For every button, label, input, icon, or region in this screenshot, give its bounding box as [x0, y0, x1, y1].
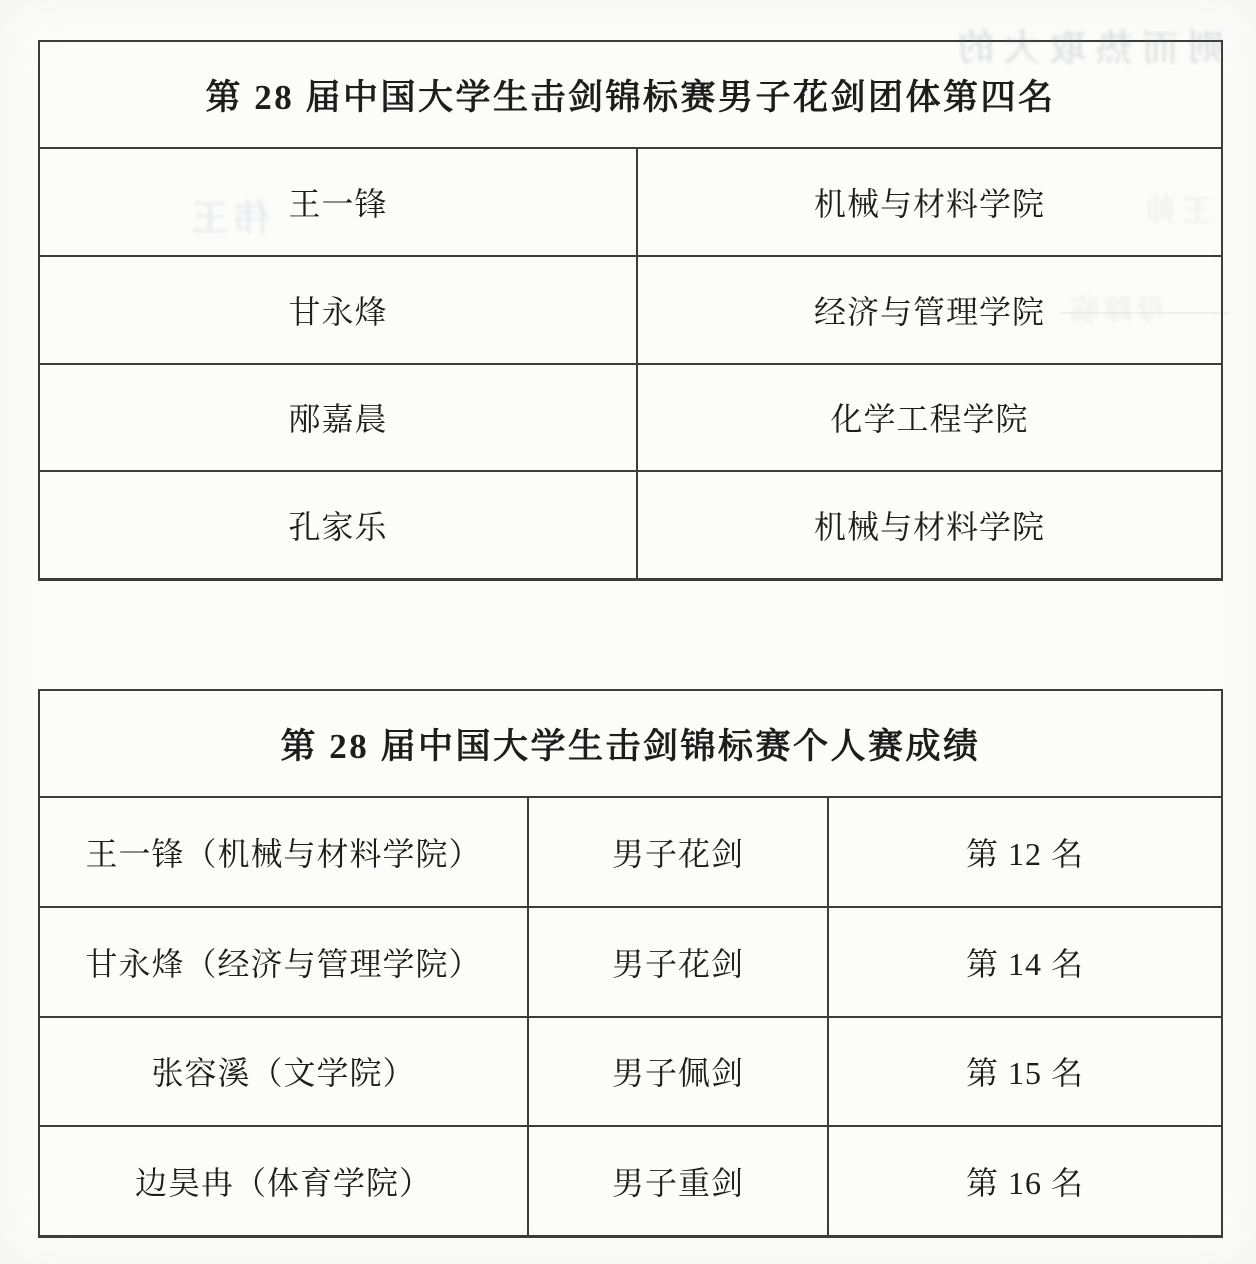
table-row	[40, 470, 1221, 578]
table-row	[40, 796, 1221, 906]
college-cell: 机械与材料学院	[636, 472, 1221, 578]
athlete-college-cell: 张容溪（文学院）	[151, 1055, 416, 1092]
bleed-through-mark: 王帅	[1140, 195, 1212, 228]
individual-table-title: 第 28 届中国大学生击剑锦标赛个人赛成绩	[280, 726, 981, 766]
event-cell: 男子花剑	[527, 908, 827, 1016]
table-row	[40, 255, 1221, 363]
college-cell: 化学工程学院	[636, 365, 1221, 471]
athlete-name-cell: 邴嘉晨	[288, 401, 388, 438]
rank-cell: 第 14 名	[827, 908, 1221, 1016]
bleed-through-mark: 伟王	[186, 198, 271, 238]
college-cell: 经济与管理学院	[636, 257, 1221, 363]
individual-results-table	[38, 689, 1223, 1238]
athlete-name-cell: 王一锋	[288, 185, 388, 222]
athlete-college-cell: 边昊冉（体育学院）	[134, 1165, 432, 1202]
rank-cell: 第 15 名	[827, 1018, 1221, 1126]
table-row	[40, 363, 1221, 471]
rank-cell: 第 12 名	[827, 798, 1221, 906]
table-row	[40, 1125, 1221, 1235]
table-row	[40, 147, 1221, 255]
table-row	[40, 1016, 1221, 1126]
event-cell: 男子花剑	[527, 798, 827, 906]
athlete-college-cell: 王一锋（机械与材料学院）	[85, 835, 482, 872]
bleed-through-mark: 母踪临	[1066, 295, 1166, 326]
bleed-through-mark: 则而热取大的	[948, 28, 1225, 68]
athlete-name-cell: 甘永烽	[288, 293, 388, 330]
rank-cell: 第 16 名	[827, 1127, 1221, 1235]
event-cell: 男子佩剑	[527, 1018, 827, 1126]
table-row	[40, 906, 1221, 1016]
athlete-name-cell: 孔家乐	[288, 509, 388, 546]
college-cell: 机械与材料学院	[636, 149, 1221, 255]
team-results-table	[38, 40, 1223, 581]
team-table-title: 第 28 届中国大学生击剑锦标赛男子花剑团体第四名	[205, 77, 1056, 117]
event-cell: 男子重剑	[527, 1127, 827, 1235]
athlete-college-cell: 甘永烽（经济与管理学院）	[85, 945, 482, 982]
